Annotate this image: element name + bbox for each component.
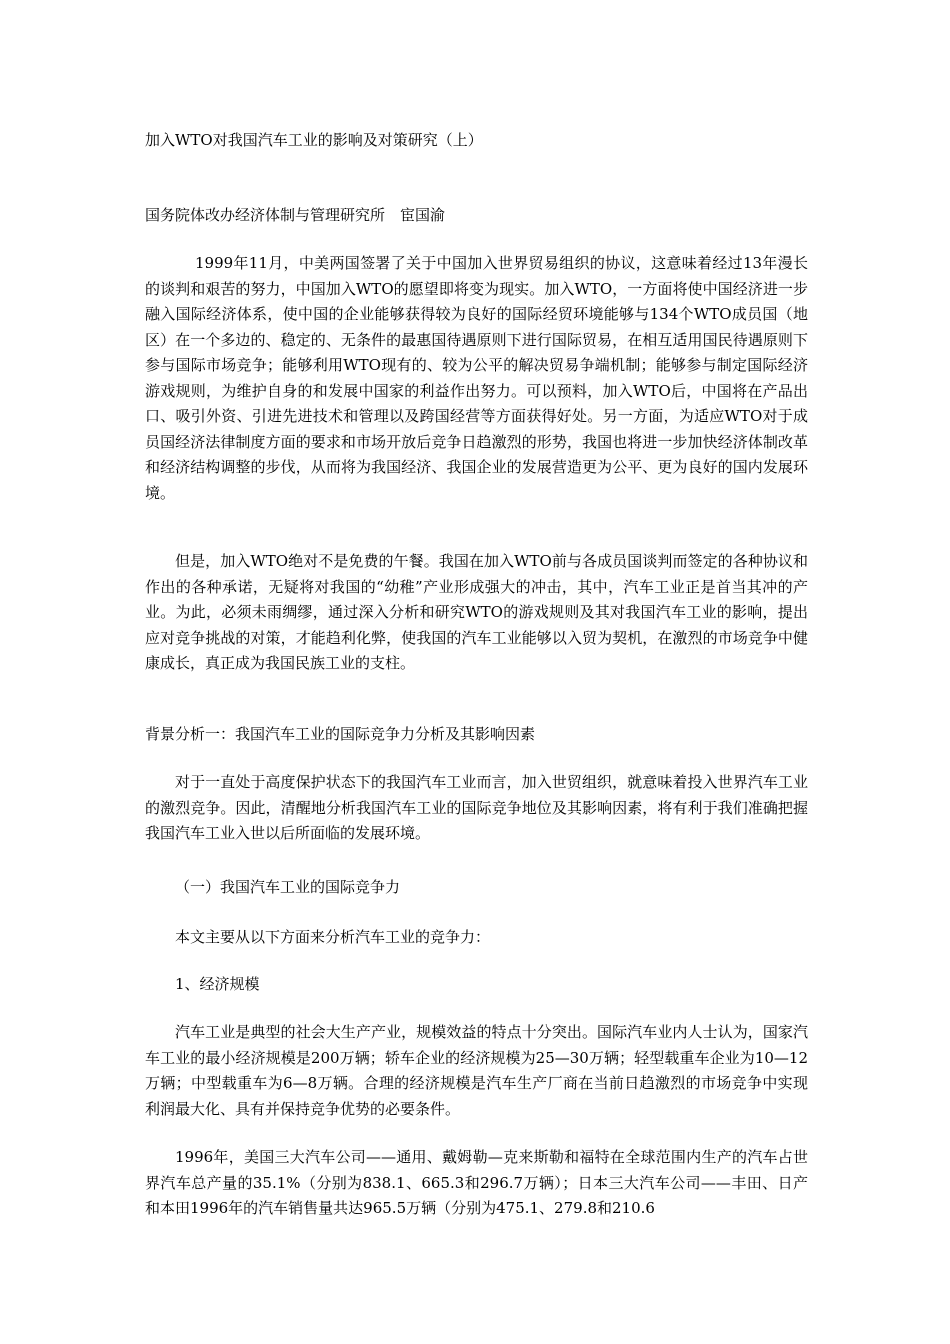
paragraph-intro: 1999年11月，中美两国签署了关于中国加入世界贸易组织的协议，这意味着经过13年漫长的谈判和艰苦的努力，中国加入WTO的愿望即将变为现实。加入WTO，一方面将使中国经济进一步融入国际经济体系，使中国的企业能够获得较为良好的国际经贸环境能够与134个WTO成员国（地区）在一个多边的、稳定的、无条件的最惠国待遇原则下进行国际贸易，在相互适用国民待遇原则下参与国际市场竞争；能够利用WTO现有的、较为公平的解决贸易争端机制；能够参与制定国际经济游戏规则，为维护自身的和发展中国家的利益作出努力。可以预料，加入WTO后，中国将在产品出口、吸引外资、引进先进技术和管理以及跨国经营等方面获得好处。另一方面，为适应WTO对于成员国经济法律制度方面的要求和市场开放后竞争日趋激烈的形势，我国也将进一步加快经济体制改革和经济结构调整的步伐，从而将为我国经济、我国企业的发展营造更为公平、更为良好的国内发展环境。: [145, 254, 808, 502]
paragraph-1996-production: 1996年，美国三大汽车公司——通用、戴姆勒—克来斯勒和福特在全球范围内生产的汽车占世界汽车总产量的35.1%（分别为838.1、665.3和296.7万辆）；日本三大汽车公司——丰田、日产和本田1996年的汽车销售量共达965.5万辆（分别为475.1、279.8和210.6: [145, 1148, 808, 1217]
paragraph-background: 对于一直处于高度保护状态下的我国汽车工业而言，加入世贸组织，就意味着投入世界汽车工业的激烈竞争。因此，清醒地分析我国汽车工业的国际竞争地位及其影响因素，将有利于我们准确把握我国汽车工业入世以后所面临的发展环境。: [145, 773, 808, 842]
subsection-heading-competitiveness: （一）我国汽车工业的国际竞争力: [175, 878, 401, 896]
paragraph-challenge: 但是，加入WTO绝对不是免费的午餐。我国在加入WTO前与各成员国谈判而签定的各种协议和作出的各种承诺，无疑将对我国的“幼稚”产业形成强大的冲击，其中，汽车工业正是首当其冲的产业。为此，必须未雨绸缪，通过深入分析和研究WTO的游戏规则及其对我国汽车工业的影响，提出应对竞争挑战的对策，才能趋利化弊，使我国的汽车工业能够以入贸为契机，在激烈的市场竞争中健康成长，真正成为我国民族工业的支柱。: [145, 552, 808, 672]
author-line: 国务院体改办经济体制与管理研究所 宦国渝: [145, 206, 446, 224]
subsection-heading-economy-of-scale: 1、经济规模: [175, 975, 260, 993]
document-title: 加入WTO对我国汽车工业的影响及对策研究（上）: [145, 131, 483, 149]
section-heading-background: 背景分析一：我国汽车工业的国际竞争力分析及其影响因素: [145, 725, 536, 743]
paragraph-economy-of-scale: 汽车工业是典型的社会大生产产业，规模效益的特点十分突出。国际汽车业内人士认为，国家汽车工业的最小经济规模是200万辆；轿车企业的经济规模为25—30万辆；轻型载重车企业为10—12万辆；中型载重车为6—8万辆。合理的经济规模是汽车生产厂商在当前日趋激烈的市场竞争中实现利润最大化、具有并保持竞争优势的必要条件。: [145, 1023, 808, 1118]
paragraph-analysis-intro: 本文主要从以下方面来分析汽车工业的竞争力：: [175, 928, 491, 946]
